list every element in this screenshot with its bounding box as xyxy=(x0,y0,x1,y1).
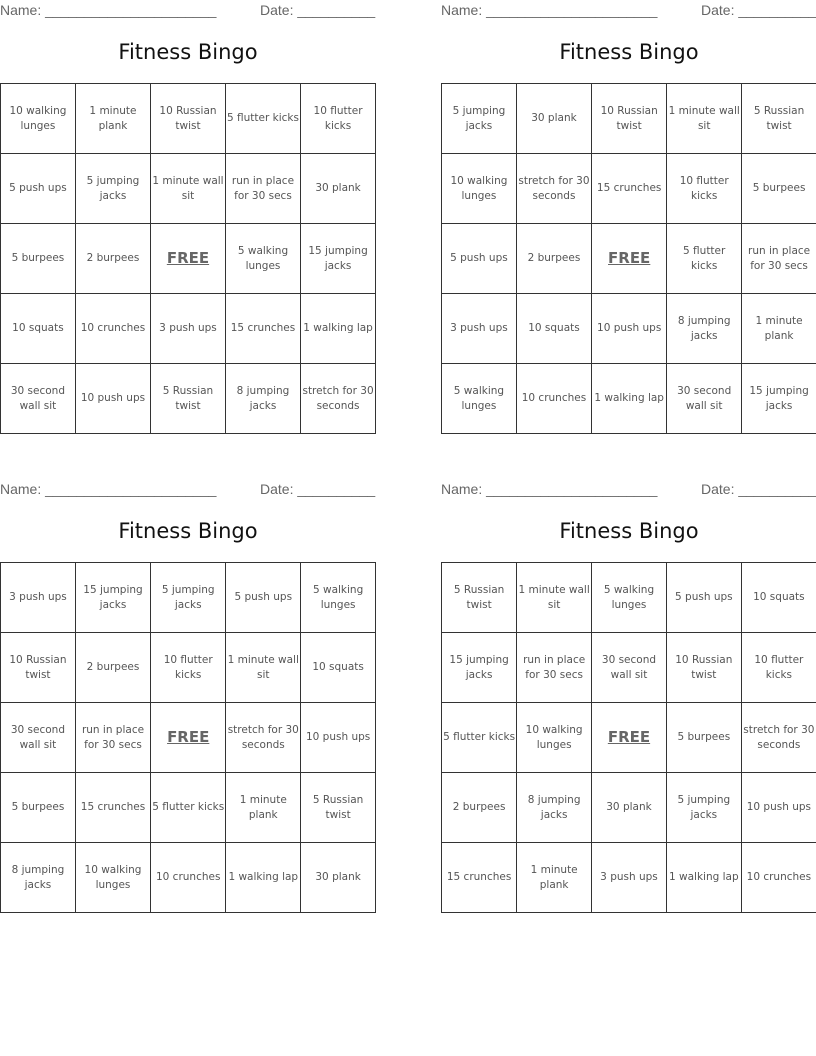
bingo-cell[interactable]: 15 crunches xyxy=(75,773,150,843)
bingo-cell[interactable]: 1 walking lap xyxy=(666,843,741,913)
bingo-cell[interactable]: stretch for 30 seconds xyxy=(226,703,301,773)
bingo-cell[interactable]: 10 squats xyxy=(741,563,816,633)
bingo-cell[interactable]: 5 jumping jacks xyxy=(75,154,150,224)
grid-row xyxy=(1,773,376,843)
bingo-cell[interactable]: 5 flutter kicks xyxy=(151,773,226,843)
bingo-cell[interactable]: 3 push ups xyxy=(1,563,76,633)
bingo-cell[interactable]: 10 Russian twist xyxy=(151,84,226,154)
bingo-cell[interactable]: 1 minute wall sit xyxy=(517,563,592,633)
grid-row xyxy=(1,84,376,154)
date-field[interactable]: Date: __________ xyxy=(260,481,376,497)
bingo-cell[interactable]: 5 flutter kicks xyxy=(442,703,517,773)
free-space[interactable]: FREE xyxy=(151,703,226,773)
grid-row xyxy=(442,703,816,773)
bingo-cell[interactable]: 10 push ups xyxy=(75,364,150,434)
bingo-grid xyxy=(441,83,816,434)
bingo-cell[interactable]: 15 crunches xyxy=(442,843,517,913)
bingo-cell[interactable]: 5 flutter kicks xyxy=(667,224,742,294)
bingo-cell[interactable]: 15 crunches xyxy=(225,294,300,364)
bingo-cell[interactable]: 5 jumping jacks xyxy=(666,773,741,843)
bingo-cell[interactable]: 5 walking lunges xyxy=(592,563,667,633)
bingo-cell[interactable]: 3 push ups xyxy=(151,294,226,364)
bingo-cell[interactable]: 30 second wall sit xyxy=(592,633,667,703)
bingo-cell[interactable]: 10 flutter kicks xyxy=(151,633,226,703)
bingo-cell[interactable]: 30 plank xyxy=(301,843,376,913)
grid-row xyxy=(442,224,816,294)
name-field[interactable]: Name: ______________________ xyxy=(441,2,658,18)
grid-row xyxy=(1,154,376,224)
grid-row xyxy=(442,773,816,843)
bingo-cell[interactable]: 8 jumping jacks xyxy=(225,364,300,434)
date-field[interactable]: Date: __________ xyxy=(701,2,816,18)
grid-row xyxy=(442,843,816,913)
bingo-grid xyxy=(441,562,816,913)
card-title: Fitness Bingo xyxy=(559,40,699,64)
bingo-cell[interactable]: 15 crunches xyxy=(592,154,667,224)
bingo-cell[interactable]: 1 minute plank xyxy=(226,773,301,843)
bingo-cell[interactable]: stretch for 30 seconds xyxy=(741,703,816,773)
bingo-grid xyxy=(0,83,376,434)
bingo-cell[interactable]: 10 Russian twist xyxy=(1,633,76,703)
name-field[interactable]: Name: ______________________ xyxy=(0,2,217,18)
grid-row xyxy=(1,294,376,364)
card-title: Fitness Bingo xyxy=(118,40,258,64)
bingo-cell[interactable]: 10 crunches xyxy=(151,843,226,913)
bingo-cell[interactable]: run in place for 30 secs xyxy=(517,633,592,703)
bingo-cell[interactable]: 5 push ups xyxy=(226,563,301,633)
bingo-cell[interactable]: 1 minute plank xyxy=(517,843,592,913)
grid-row xyxy=(442,84,816,154)
bingo-cell[interactable]: 15 jumping jacks xyxy=(742,364,816,434)
bingo-cell[interactable]: 10 squats xyxy=(301,633,376,703)
bingo-cell[interactable]: 8 jumping jacks xyxy=(667,294,742,364)
bingo-cell[interactable]: 1 walking lap xyxy=(592,364,667,434)
bingo-cell[interactable]: run in place for 30 secs xyxy=(742,224,816,294)
free-space[interactable]: FREE xyxy=(592,224,667,294)
grid-row xyxy=(442,563,816,633)
grid-row xyxy=(1,364,376,434)
grid-row xyxy=(1,563,376,633)
bingo-cell[interactable]: 5 jumping jacks xyxy=(151,563,226,633)
bingo-cell[interactable]: 1 minute plank xyxy=(75,84,150,154)
bingo-cell[interactable]: 5 burpees xyxy=(666,703,741,773)
free-space[interactable]: FREE xyxy=(151,224,226,294)
bingo-cell[interactable]: 10 crunches xyxy=(75,294,150,364)
bingo-cell[interactable]: 10 flutter kicks xyxy=(301,84,376,154)
bingo-cell[interactable]: 5 walking lunges xyxy=(225,224,300,294)
name-field[interactable]: Name: ______________________ xyxy=(441,481,658,497)
bingo-cell[interactable]: 30 plank xyxy=(516,84,591,154)
bingo-cell[interactable]: 1 minute wall sit xyxy=(667,84,742,154)
bingo-cell[interactable]: 10 crunches xyxy=(516,364,591,434)
bingo-card xyxy=(441,479,816,891)
grid-row xyxy=(1,633,376,703)
bingo-cell[interactable]: 1 minute wall sit xyxy=(151,154,226,224)
bingo-cell[interactable]: stretch for 30 seconds xyxy=(301,364,376,434)
name-field[interactable]: Name: ______________________ xyxy=(0,481,217,497)
bingo-cell[interactable]: run in place for 30 secs xyxy=(225,154,300,224)
bingo-cell[interactable]: 15 jumping jacks xyxy=(442,633,517,703)
date-field[interactable]: Date: __________ xyxy=(260,2,376,18)
bingo-cell[interactable]: 30 second wall sit xyxy=(1,364,76,434)
bingo-card xyxy=(0,0,376,412)
bingo-grid xyxy=(0,562,376,913)
bingo-cell[interactable]: 2 burpees xyxy=(75,224,150,294)
bingo-cell[interactable]: 10 walking lunges xyxy=(75,843,150,913)
bingo-cell[interactable]: 1 walking lap xyxy=(301,294,376,364)
grid-row xyxy=(442,364,816,434)
grid-row xyxy=(1,703,376,773)
bingo-cell[interactable]: 1 minute plank xyxy=(742,294,816,364)
bingo-cell[interactable]: 8 jumping jacks xyxy=(1,843,76,913)
bingo-cell[interactable]: 10 push ups xyxy=(592,294,667,364)
bingo-cell[interactable]: 3 push ups xyxy=(592,843,667,913)
bingo-cell[interactable]: 8 jumping jacks xyxy=(517,773,592,843)
bingo-cell[interactable]: 5 Russian twist xyxy=(301,773,376,843)
bingo-cell[interactable]: 5 Russian twist xyxy=(151,364,226,434)
grid-row xyxy=(1,843,376,913)
bingo-cell[interactable]: 15 jumping jacks xyxy=(75,563,150,633)
bingo-cell[interactable]: 10 Russian twist xyxy=(592,84,667,154)
bingo-cell[interactable]: 5 push ups xyxy=(1,154,76,224)
bingo-cell[interactable]: 5 Russian twist xyxy=(442,563,517,633)
header-fields xyxy=(0,479,376,501)
bingo-cell[interactable]: 10 squats xyxy=(516,294,591,364)
bingo-cell[interactable]: 5 jumping jacks xyxy=(442,84,517,154)
bingo-cell[interactable]: 10 Russian twist xyxy=(666,633,741,703)
bingo-cell[interactable]: 30 plank xyxy=(592,773,667,843)
bingo-cell[interactable]: 10 push ups xyxy=(741,773,816,843)
bingo-cell[interactable]: 15 jumping jacks xyxy=(301,224,376,294)
bingo-cell[interactable]: 10 walking lunges xyxy=(1,84,76,154)
bingo-cell[interactable]: 5 Russian twist xyxy=(742,84,816,154)
bingo-cell[interactable]: 5 push ups xyxy=(442,224,517,294)
bingo-cell[interactable]: 3 push ups xyxy=(442,294,517,364)
bingo-cell[interactable]: 2 burpees xyxy=(442,773,517,843)
bingo-cell[interactable]: 10 walking lunges xyxy=(442,154,517,224)
date-field[interactable]: Date: __________ xyxy=(701,481,816,497)
bingo-cell[interactable]: 2 burpees xyxy=(75,633,150,703)
bingo-cell[interactable]: 10 squats xyxy=(1,294,76,364)
bingo-cell[interactable]: 5 walking lunges xyxy=(442,364,517,434)
bingo-cell[interactable]: 5 burpees xyxy=(742,154,816,224)
bingo-card xyxy=(0,479,376,891)
free-space[interactable]: FREE xyxy=(592,703,667,773)
bingo-cell[interactable]: run in place for 30 secs xyxy=(75,703,150,773)
header-fields xyxy=(0,0,376,22)
bingo-cell[interactable]: 5 push ups xyxy=(666,563,741,633)
bingo-cell[interactable]: 30 second wall sit xyxy=(1,703,76,773)
bingo-cell[interactable]: 30 plank xyxy=(301,154,376,224)
bingo-cell[interactable]: 10 crunches xyxy=(741,843,816,913)
grid-row xyxy=(442,294,816,364)
header-fields xyxy=(441,0,816,22)
bingo-cell[interactable]: 5 burpees xyxy=(1,773,76,843)
bingo-cell[interactable]: 1 walking lap xyxy=(226,843,301,913)
bingo-cell[interactable]: 5 walking lunges xyxy=(301,563,376,633)
bingo-cell[interactable]: 30 second wall sit xyxy=(667,364,742,434)
bingo-cell[interactable]: 2 burpees xyxy=(516,224,591,294)
bingo-cell[interactable]: 5 flutter kicks xyxy=(225,84,300,154)
grid-row xyxy=(442,154,816,224)
grid-row xyxy=(1,224,376,294)
bingo-card xyxy=(441,0,816,412)
bingo-cell[interactable]: 10 walking lunges xyxy=(517,703,592,773)
bingo-cell[interactable]: stretch for 30 seconds xyxy=(516,154,591,224)
bingo-cell[interactable]: 5 burpees xyxy=(1,224,76,294)
bingo-cell[interactable]: 10 flutter kicks xyxy=(667,154,742,224)
card-title: Fitness Bingo xyxy=(559,519,699,543)
header-fields xyxy=(441,479,816,501)
bingo-cell[interactable]: 10 flutter kicks xyxy=(741,633,816,703)
bingo-cell[interactable]: 1 minute wall sit xyxy=(226,633,301,703)
grid-row xyxy=(442,633,816,703)
card-title: Fitness Bingo xyxy=(118,519,258,543)
bingo-cell[interactable]: 10 push ups xyxy=(301,703,376,773)
